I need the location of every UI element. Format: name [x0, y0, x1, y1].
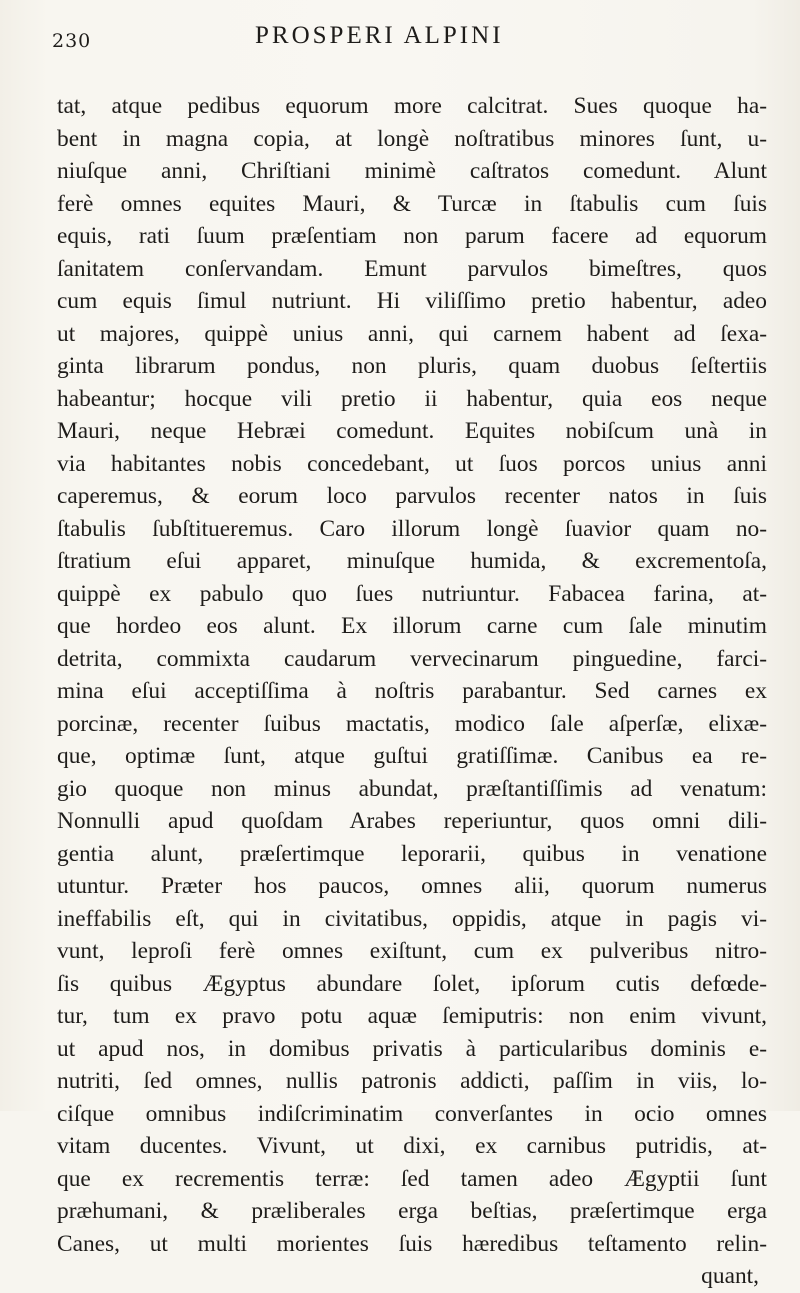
- text-line: mina eſui acceptiſſima à noſtris parabantur. Sed carnes ex: [57, 678, 767, 704]
- text-line: ut majores, quippè unius anni, qui carnem habent ad ſexa-: [57, 320, 767, 347]
- text-line: Canes, ut multi morientes ſuis hæredibus teſtamento relin-: [57, 1230, 767, 1257]
- text-line: habeantur; hocque vili pretio ii habentur, quia eos neque: [57, 385, 767, 412]
- text-line: ſis quibus Ægyptus abundare ſolet, ipſorum cutis defœde-: [57, 970, 767, 997]
- text-line: Mauri, neque Hebræi comedunt. Equites nobiſcum unà in: [57, 418, 767, 444]
- text-line: ferè omnes equites Mauri, & Turcæ in ſtabulis cum ſuis: [57, 190, 767, 217]
- text-line: ſtratium eſui apparet, minuſque humida, & excrementoſa,: [57, 548, 767, 574]
- text-line: caperemus, & eorum loco parvulos recenter natos in ſuis: [57, 483, 767, 509]
- text-line: equis, rati ſuum præſentiam non parum facere ad equorum: [57, 223, 767, 249]
- text-line-catchword: quant,: [701, 1263, 759, 1289]
- text-line: vunt, leproſi ferè omnes exiſtunt, cum ex pulveribus nitro-: [57, 938, 767, 964]
- text-line: que, optimæ ſunt, atque guſtui gratiſſimæ. Canibus ea re-: [57, 743, 767, 769]
- text-line: tur, tum ex pravo potu aquæ ſemiputris: non enim vivunt,: [57, 1003, 767, 1029]
- text-line: ciſque omnibus indiſcriminatim converſantes in ocio omnes: [57, 1100, 767, 1127]
- text-line: ſtabulis ſubſtitueremus. Caro illorum longè ſuavior quam no-: [57, 515, 767, 542]
- text-line: ginta librarum pondus, non pluris, quam duobus ſeſtertiis: [57, 353, 767, 379]
- page-header: [52, 22, 752, 62]
- text-line: nutriti, ſed omnes, nullis patronis addicti, paſſim in viis, lo-: [57, 1068, 767, 1094]
- text-line: que hordeo eos alunt. Ex illorum carne cum ſale minutim: [57, 613, 767, 639]
- text-line: ut apud nos, in domibus privatis à particularibus dominis e-: [57, 1035, 767, 1062]
- text-line: Nonnulli apud quoſdam Arabes reperiuntur, quos omni dili-: [57, 808, 767, 834]
- page-number: 230: [52, 30, 92, 52]
- text-line: bent in magna copia, at longè noſtratibus minores ſunt, u-: [57, 125, 767, 152]
- text-line: ineffabilis eſt, qui in civitatibus, oppidis, atque in pagis vi-: [57, 905, 767, 932]
- text-line: porcinæ, recenter ſuibus mactatis, modico ſale aſperſæ, elixæ-: [57, 710, 767, 737]
- text-line: quippè ex pabulo quo ſues nutriuntur. Fabacea farina, at-: [57, 580, 767, 607]
- text-line: vitam ducentes. Vivunt, ut dixi, ex carnibus putridis, at-: [57, 1133, 767, 1159]
- text-line: præhumani, & præliberales erga beſtias, præſertimque erga: [57, 1198, 767, 1224]
- text-line: que ex recrementis terræ: ſed tamen adeo Ægyptii ſunt: [57, 1165, 767, 1192]
- text-line: cum equis ſimul nutriunt. Hi viliſſimo pretio habentur, adeo: [57, 288, 767, 314]
- running-head: PROSPERI ALPINI: [255, 22, 504, 49]
- text-line: utuntur. Præter hos paucos, omnes alii, quorum numerus: [57, 873, 767, 899]
- text-line: gentia alunt, præſertimque leporarii, quibus in venatione: [57, 840, 767, 867]
- text-line: via habitantes nobis concedebant, ut ſuos porcos unius anni: [57, 450, 767, 477]
- text-line: detrita, commixta caudarum vervecinarum pinguedine, farci-: [57, 645, 767, 672]
- text-line: gio quoque non minus abundat, præſtantiſſimis ad venatum:: [57, 775, 767, 802]
- text-line: tat, atque pedibus equorum more calcitrat. Sues quoque ha-: [57, 93, 767, 119]
- text-line: ſanitatem conſervandam. Emunt parvulos bimeſtres, quos: [57, 255, 767, 282]
- text-line: niuſque anni, Chriſtiani minimè caſtratos comedunt. Alunt: [57, 158, 767, 184]
- body-text: [57, 90, 767, 1293]
